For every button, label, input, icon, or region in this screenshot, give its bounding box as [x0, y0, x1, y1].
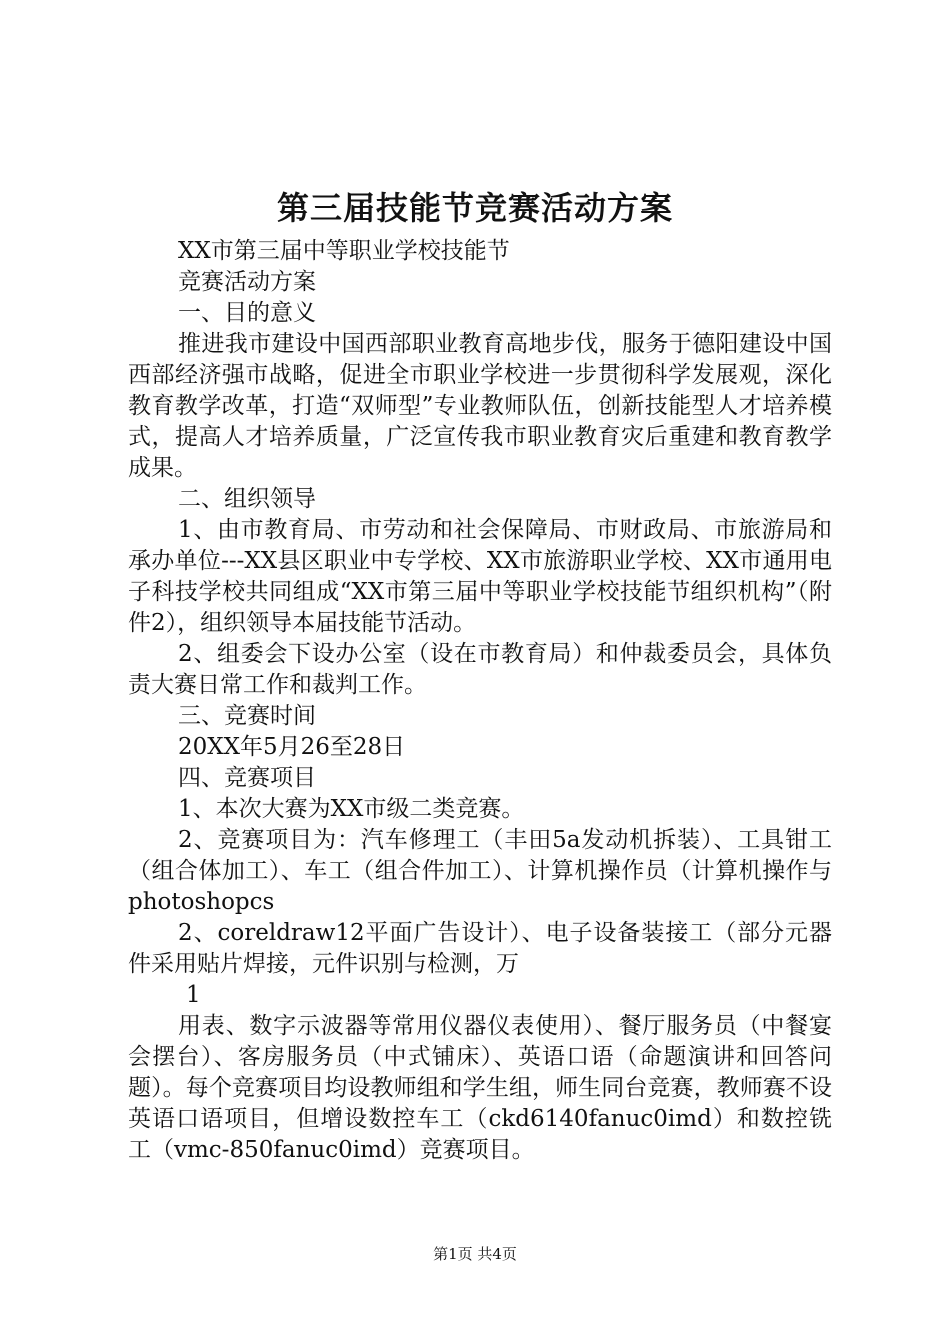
paragraph-purpose: 推进我市建设中国西部职业教育高地步伐，服务于德阳建设中国西部经济强市战略，促进全市职业学校进一步贯彻科学发展观，深化教育教学改革，打造“双师型”专业教师队伍，创新技能型人才培养模式，提高人才培养质量，广泛宣传我市职业教育灾后重建和教育教学成果。 — [128, 331, 832, 481]
paragraph-organization-1: 1、由市教育局、市劳动和社会保障局、市财政局、市旅游局和承办单位---XX县区职业中专学校、XX市旅游职业学校、XX市通用电子科技学校共同组成“XX市第三届中等职业学校技能节组织机构”（附件2），组织领导本届技能节活动。 — [128, 517, 832, 636]
paragraph-events-2: 2、竞赛项目为：汽车修理工（丰田5a发动机拆装）、工具钳工（组合体加工）、车工（组合件加工）、计算机操作员（计算机操作与photoshopcs — [128, 827, 832, 915]
heading-events: 四、竞赛项目 — [178, 765, 316, 791]
paragraph-events-1: 1、本次大赛为XX市级二类竞赛。 — [178, 796, 525, 822]
paragraph-subtitle-line1: XX市第三届中等职业学校技能节 — [178, 238, 510, 264]
document-body — [128, 236, 832, 1166]
page-footer: 第1页 共4页 — [433, 1245, 517, 1263]
document-title: 第三届技能节竞赛活动方案 — [276, 189, 673, 227]
paragraph-time: 20XX年5月26至28日 — [178, 734, 406, 760]
paragraph-organization-2: 2、组委会下设办公室（设在市教育局）和仲裁委员会，具体负责大赛日常工作和裁判工作。 — [128, 641, 832, 698]
paragraph-events-4: 用表、数字示波器等常用仪器仪表使用）、餐厅服务员（中餐宴会摆台）、客房服务员（中式铺床）、英语口语（命题演讲和回答问题）。每个竞赛项目均设教师组和学生组，师生同台竞赛，教师赛不设英语口语项目，但增设数控车工（ckd6140fanuc0imd）和数控铣工（vmc-850fanuc0imd）竞赛项目。 — [128, 1013, 832, 1163]
paragraph-events-3: 2、coreldraw12平面广告设计）、电子设备装接工（部分元器件采用贴片焊接，元件识别与检测，万 — [128, 920, 832, 977]
inline-page-number: 1 — [186, 982, 201, 1008]
paragraph-subtitle-line2: 竞赛活动方案 — [178, 269, 316, 295]
heading-time: 三、竞赛时间 — [178, 703, 316, 729]
heading-organization: 二、组织领导 — [178, 486, 316, 512]
heading-purpose: 一、目的意义 — [178, 300, 316, 326]
